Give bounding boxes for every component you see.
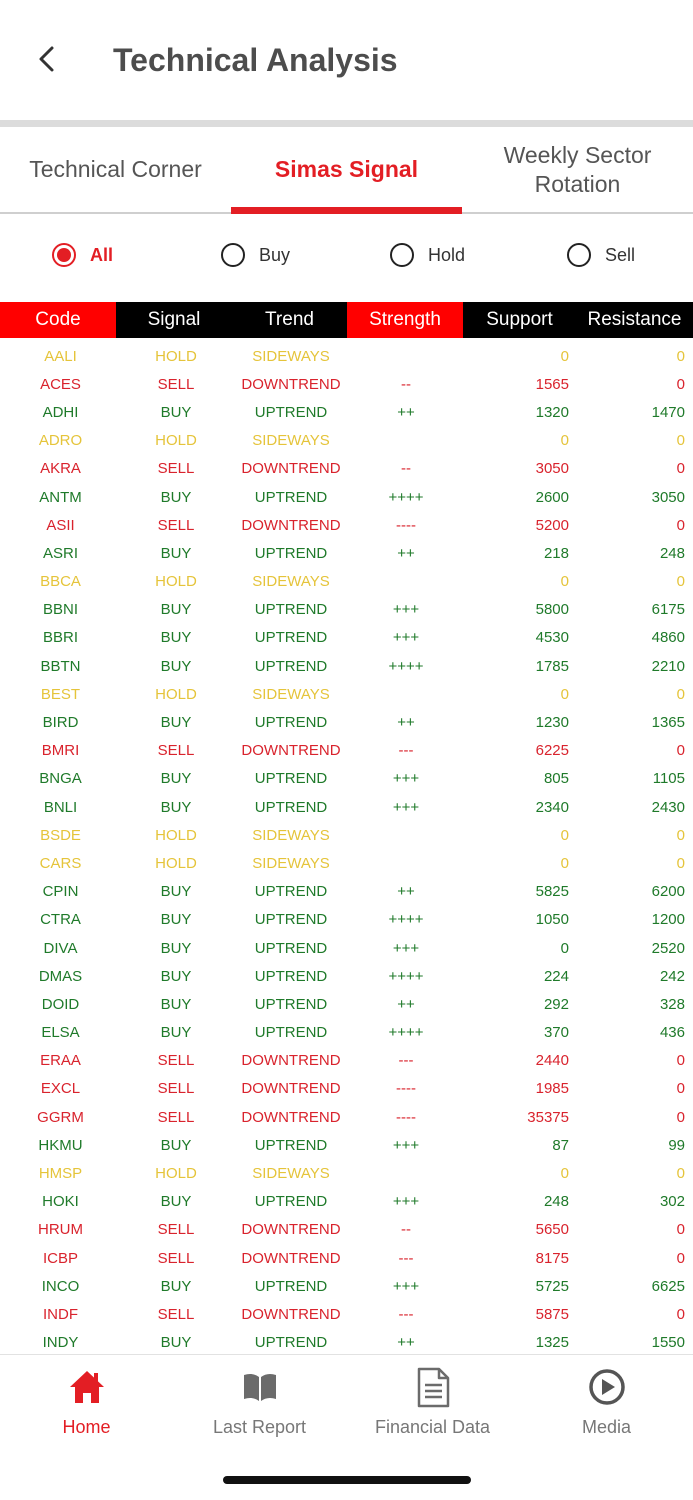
cell-strength: ----	[396, 1080, 416, 1098]
cell-resistance: 4860	[651, 629, 685, 647]
cell-trend: SIDEWAYS	[252, 685, 330, 703]
cell-trend: DOWNTREND	[241, 460, 341, 478]
cell-resistance: 2520	[651, 939, 685, 957]
cell-trend: UPTREND	[254, 911, 328, 929]
cell-code: CARS	[39, 854, 82, 872]
nav-last-report-label: Last Report	[212, 1417, 307, 1437]
cell-trend: UPTREND	[254, 629, 328, 647]
table-row[interactable]	[0, 737, 693, 765]
home-icon	[67, 1365, 107, 1409]
cell-strength: +++	[392, 601, 420, 619]
table-row[interactable]	[0, 821, 693, 849]
cell-support: 0	[560, 432, 569, 450]
cell-strength: ++	[397, 995, 415, 1013]
cell-signal: BUY	[160, 657, 192, 675]
cell-resistance: 2210	[651, 657, 685, 675]
cell-trend: DOWNTREND	[241, 1052, 341, 1070]
cell-resistance: 0	[676, 1108, 685, 1126]
cell-trend: SIDEWAYS	[252, 1165, 330, 1183]
cell-signal: BUY	[160, 629, 192, 647]
table-row[interactable]	[0, 596, 693, 624]
table-row[interactable]	[0, 568, 693, 596]
cell-code: BIRD	[42, 714, 79, 732]
cell-signal: SELL	[157, 516, 195, 534]
cell-trend: DOWNTREND	[241, 516, 341, 534]
cell-support: 805	[543, 770, 569, 788]
cell-signal: BUY	[160, 770, 192, 788]
cell-signal: SELL	[157, 742, 195, 760]
cell-strength: ++++	[388, 488, 424, 506]
cell-support: 2340	[535, 798, 569, 816]
cell-support: 1985	[535, 1080, 569, 1098]
cell-signal: SELL	[157, 1080, 195, 1098]
cell-trend: UPTREND	[254, 1277, 328, 1295]
column-header-resistance[interactable]: Resistance	[576, 302, 693, 338]
table-row[interactable]	[0, 1131, 693, 1159]
cell-code: AALI	[44, 347, 77, 365]
cell-resistance: 0	[676, 742, 685, 760]
cell-trend: UPTREND	[254, 403, 328, 421]
cell-strength	[351, 680, 461, 708]
cell-strength: +++	[392, 1136, 420, 1154]
table-row[interactable]	[0, 624, 693, 652]
cell-resistance: 1105	[652, 770, 685, 788]
signal-filter-group	[0, 232, 693, 278]
radio-icon	[221, 243, 245, 267]
cell-strength: +++	[392, 629, 420, 647]
cell-resistance: 0	[676, 1305, 685, 1323]
cell-signal: SELL	[157, 375, 195, 393]
cell-support: 0	[560, 1165, 569, 1183]
cell-strength: ----	[396, 1108, 416, 1126]
cell-trend: SIDEWAYS	[252, 573, 330, 591]
cell-support: 370	[543, 1024, 569, 1042]
cell-resistance: 302	[659, 1193, 685, 1211]
tab-technical-corner[interactable]: Technical Corner	[29, 156, 202, 182]
cell-signal: SELL	[157, 460, 195, 478]
cell-strength	[351, 342, 461, 370]
book-icon	[240, 1365, 280, 1409]
cell-support: 224	[543, 967, 569, 985]
cell-resistance: 0	[676, 854, 685, 872]
table-row[interactable]	[0, 765, 693, 793]
cell-code: BBCA	[40, 573, 81, 591]
cell-signal: BUY	[160, 1136, 192, 1154]
cell-support: 0	[560, 685, 569, 703]
cell-support: 35375	[527, 1108, 569, 1126]
cell-signal: BUY	[160, 1024, 192, 1042]
cell-trend: UPTREND	[254, 967, 328, 985]
play-icon	[587, 1365, 627, 1409]
radio-selected-icon	[52, 243, 76, 267]
cell-code: HRUM	[38, 1221, 83, 1239]
table-row[interactable]	[0, 483, 693, 511]
cell-trend: SIDEWAYS	[252, 347, 330, 365]
cell-support: 4530	[535, 629, 569, 647]
cell-support: 5800	[535, 601, 569, 619]
chevron-left-icon	[30, 40, 66, 80]
cell-strength: +++	[392, 1277, 420, 1295]
table-row[interactable]	[0, 342, 693, 370]
radio-icon	[567, 243, 591, 267]
cell-support: 0	[560, 573, 569, 591]
cell-strength: ++	[397, 714, 415, 732]
cell-signal: SELL	[157, 1305, 195, 1323]
cell-resistance: 0	[676, 573, 685, 591]
table-header	[0, 302, 693, 338]
cell-support: 1050	[535, 911, 569, 929]
cell-strength: --	[401, 375, 411, 393]
cell-resistance: 1200	[651, 911, 685, 929]
cell-support: 2600	[535, 488, 569, 506]
cell-trend: DOWNTREND	[241, 1249, 341, 1267]
table-row[interactable]	[0, 793, 693, 821]
cell-strength: ++	[397, 544, 415, 562]
cell-signal: BUY	[160, 1334, 192, 1352]
signal-table-body	[0, 342, 693, 1357]
filter-all[interactable]	[52, 232, 113, 278]
table-row[interactable]	[0, 398, 693, 426]
filter-hold-label: Hold	[428, 244, 466, 265]
cell-code: ELSA	[41, 1024, 80, 1042]
cell-signal: BUY	[160, 798, 192, 816]
cell-resistance: 0	[676, 1221, 685, 1239]
cell-resistance: 0	[676, 1165, 685, 1183]
cell-trend: UPTREND	[254, 488, 328, 506]
tab-weekly-sector-rotation-label: Weekly Sector Rotation	[503, 141, 652, 197]
cell-resistance: 6625	[651, 1277, 685, 1295]
cell-support: 6225	[535, 742, 569, 760]
back-button[interactable]	[30, 40, 66, 80]
cell-signal: HOLD	[155, 854, 197, 872]
cell-code: ASII	[46, 516, 75, 534]
table-row[interactable]	[0, 1159, 693, 1187]
table-row[interactable]	[0, 427, 693, 455]
cell-code: BSDE	[40, 826, 81, 844]
cell-resistance: 1365	[651, 714, 685, 732]
cell-code: BBNI	[42, 601, 78, 619]
cell-code: DIVA	[43, 939, 78, 957]
cell-strength	[351, 427, 461, 455]
table-row[interactable]	[0, 1216, 693, 1244]
cell-strength	[351, 568, 461, 596]
cell-resistance: 242	[659, 967, 685, 985]
tab-simas-signal[interactable]: Simas Signal	[274, 156, 419, 182]
cell-support: 248	[543, 1193, 569, 1211]
table-row[interactable]	[0, 370, 693, 398]
cell-strength: ---	[398, 742, 414, 760]
cell-trend: UPTREND	[254, 544, 328, 562]
filter-buy-label: Buy	[259, 244, 291, 265]
cell-support: 0	[560, 854, 569, 872]
cell-resistance: 0	[676, 460, 685, 478]
cell-strength: ---	[398, 1052, 414, 1070]
column-header-strength[interactable]: Strength	[347, 302, 463, 338]
cell-trend: UPTREND	[254, 939, 328, 957]
cell-support: 1565	[535, 375, 569, 393]
cell-signal: BUY	[160, 544, 192, 562]
cell-strength: +++	[392, 939, 420, 957]
cell-code: ICBP	[42, 1249, 78, 1267]
cell-signal: BUY	[160, 911, 192, 929]
cell-code: HMSP	[38, 1165, 83, 1183]
cell-resistance: 0	[676, 516, 685, 534]
active-tab-indicator	[231, 207, 462, 214]
cell-resistance: 99	[668, 1136, 685, 1154]
cell-resistance: 0	[676, 1249, 685, 1267]
cell-trend: UPTREND	[254, 1334, 328, 1352]
cell-trend: UPTREND	[254, 770, 328, 788]
nav-home[interactable]	[0, 1355, 173, 1455]
header-divider	[0, 120, 693, 127]
column-header-trend[interactable]: Trend	[232, 302, 347, 338]
table-row[interactable]	[0, 1047, 693, 1075]
table-row[interactable]	[0, 1188, 693, 1216]
tab-bar	[0, 127, 693, 214]
nav-media[interactable]	[520, 1355, 693, 1455]
cell-trend: UPTREND	[254, 1024, 328, 1042]
cell-code: CPIN	[42, 883, 79, 901]
cell-strength: ++	[397, 1334, 415, 1352]
cell-support: 292	[543, 995, 569, 1013]
cell-trend: DOWNTREND	[241, 742, 341, 760]
cell-resistance: 0	[676, 432, 685, 450]
cell-support: 1325	[535, 1334, 569, 1352]
cell-support: 3050	[535, 460, 569, 478]
nav-home-label: Home	[62, 1417, 111, 1437]
cell-signal: HOLD	[155, 573, 197, 591]
cell-trend: DOWNTREND	[241, 1108, 341, 1126]
cell-support: 5825	[535, 883, 569, 901]
table-row[interactable]	[0, 990, 693, 1018]
column-header-code[interactable]: Code	[0, 302, 116, 338]
cell-support: 5725	[535, 1277, 569, 1295]
cell-code: ERAA	[40, 1052, 81, 1070]
cell-support: 0	[560, 347, 569, 365]
cell-support: 2440	[535, 1052, 569, 1070]
table-row[interactable]	[0, 1272, 693, 1300]
cell-trend: DOWNTREND	[241, 1080, 341, 1098]
cell-code: INDY	[42, 1334, 79, 1352]
cell-support: 1785	[535, 657, 569, 675]
cell-code: ACES	[40, 375, 81, 393]
cell-trend: UPTREND	[254, 1193, 328, 1211]
filter-sell[interactable]	[567, 232, 635, 278]
table-row[interactable]	[0, 1329, 693, 1357]
cell-signal: HOLD	[155, 347, 197, 365]
cell-signal: BUY	[160, 967, 192, 985]
cell-resistance: 0	[676, 375, 685, 393]
table-row[interactable]	[0, 1103, 693, 1131]
cell-code: GGRM	[37, 1108, 84, 1126]
table-row[interactable]	[0, 539, 693, 567]
cell-resistance: 1470	[651, 403, 685, 421]
column-header-signal[interactable]: Signal	[116, 302, 232, 338]
cell-code: ADHI	[42, 403, 79, 421]
cell-code: BBTN	[40, 657, 81, 675]
cell-trend: UPTREND	[254, 798, 328, 816]
cell-signal: BUY	[160, 1277, 192, 1295]
filter-hold[interactable]	[390, 232, 465, 278]
cell-code: BNGA	[39, 770, 82, 788]
cell-code: DMAS	[38, 967, 83, 985]
cell-signal: SELL	[157, 1052, 195, 1070]
cell-support: 0	[560, 826, 569, 844]
cell-resistance: 1550	[651, 1334, 685, 1352]
cell-code: AKRA	[40, 460, 81, 478]
cell-code: EXCL	[40, 1080, 81, 1098]
app-header	[0, 0, 693, 120]
table-row[interactable]	[0, 849, 693, 877]
table-row[interactable]	[0, 906, 693, 934]
cell-support: 5875	[535, 1305, 569, 1323]
cell-resistance: 328	[659, 995, 685, 1013]
cell-strength: ++	[397, 403, 415, 421]
cell-support: 1320	[535, 403, 569, 421]
cell-resistance: 0	[676, 826, 685, 844]
cell-resistance: 0	[676, 1080, 685, 1098]
cell-code: CTRA	[40, 911, 81, 929]
cell-strength: ----	[396, 516, 416, 534]
cell-trend: DOWNTREND	[241, 375, 341, 393]
cell-resistance: 3050	[651, 488, 685, 506]
cell-code: INCO	[41, 1277, 80, 1295]
cell-strength: ++++	[388, 657, 424, 675]
table-row[interactable]	[0, 708, 693, 736]
cell-strength	[351, 1159, 461, 1187]
cell-trend: SIDEWAYS	[252, 854, 330, 872]
filter-all-label: All	[90, 244, 114, 265]
cell-resistance: 436	[659, 1024, 685, 1042]
cell-support: 1230	[535, 714, 569, 732]
cell-code: BEST	[40, 685, 81, 703]
cell-strength: ---	[398, 1305, 414, 1323]
home-indicator	[223, 1476, 471, 1484]
cell-strength: ++	[397, 883, 415, 901]
cell-strength: ++++	[388, 967, 424, 985]
table-row[interactable]	[0, 878, 693, 906]
cell-signal: BUY	[160, 1193, 192, 1211]
table-row[interactable]	[0, 511, 693, 539]
nav-financial-data-label: Financial Data	[374, 1417, 491, 1437]
cell-strength: --	[401, 1221, 411, 1239]
cell-strength: +++	[392, 798, 420, 816]
cell-trend: UPTREND	[254, 601, 328, 619]
filter-sell-label: Sell	[605, 244, 636, 265]
cell-resistance: 0	[676, 1052, 685, 1070]
cell-signal: SELL	[157, 1249, 195, 1267]
cell-resistance: 6175	[651, 601, 685, 619]
cell-support: 0	[560, 939, 569, 957]
table-row[interactable]	[0, 455, 693, 483]
cell-resistance: 0	[676, 685, 685, 703]
cell-trend: UPTREND	[254, 714, 328, 732]
cell-strength: --	[401, 460, 411, 478]
cell-support: 8175	[535, 1249, 569, 1267]
cell-signal: BUY	[160, 995, 192, 1013]
radio-icon	[390, 243, 414, 267]
cell-trend: UPTREND	[254, 883, 328, 901]
filter-buy[interactable]	[221, 232, 290, 278]
nav-last-report[interactable]	[173, 1355, 346, 1455]
cell-trend: UPTREND	[254, 995, 328, 1013]
table-row[interactable]	[0, 1019, 693, 1047]
cell-code: BBRI	[42, 629, 78, 647]
cell-signal: BUY	[160, 488, 192, 506]
nav-financial-data[interactable]	[346, 1355, 519, 1455]
tab-weekly-sector-rotation[interactable]	[462, 127, 693, 212]
cell-trend: SIDEWAYS	[252, 826, 330, 844]
cell-strength: ++++	[388, 911, 424, 929]
cell-strength	[351, 821, 461, 849]
cell-strength: ++++	[388, 1024, 424, 1042]
table-row[interactable]	[0, 680, 693, 708]
table-row[interactable]	[0, 1075, 693, 1103]
cell-signal: HOLD	[155, 826, 197, 844]
cell-code: ADRO	[38, 432, 83, 450]
cell-signal: SELL	[157, 1108, 195, 1126]
cell-code: HKMU	[38, 1136, 83, 1154]
nav-media-label: Media	[581, 1417, 632, 1437]
cell-strength: ---	[398, 1249, 414, 1267]
cell-signal: HOLD	[155, 685, 197, 703]
cell-signal: BUY	[160, 939, 192, 957]
cell-signal: BUY	[160, 714, 192, 732]
cell-signal: BUY	[160, 883, 192, 901]
cell-support: 5200	[535, 516, 569, 534]
cell-trend: UPTREND	[254, 657, 328, 675]
column-header-support[interactable]: Support	[463, 302, 576, 338]
cell-resistance: 0	[676, 347, 685, 365]
cell-trend: SIDEWAYS	[252, 432, 330, 450]
cell-code: HOKI	[42, 1193, 79, 1211]
cell-support: 87	[552, 1136, 569, 1154]
table-row[interactable]	[0, 652, 693, 680]
cell-code: ANTM	[39, 488, 82, 506]
table-row[interactable]	[0, 1300, 693, 1328]
cell-trend: DOWNTREND	[241, 1305, 341, 1323]
cell-signal: HOLD	[155, 1165, 197, 1183]
cell-trend: UPTREND	[254, 1136, 328, 1154]
cell-code: BNLI	[43, 798, 78, 816]
cell-resistance: 6200	[651, 883, 685, 901]
cell-trend: DOWNTREND	[241, 1221, 341, 1239]
cell-code: ASRI	[42, 544, 78, 562]
cell-code: DOID	[41, 995, 80, 1013]
cell-strength	[351, 849, 461, 877]
cell-strength: +++	[392, 770, 420, 788]
table-row[interactable]	[0, 1244, 693, 1272]
cell-signal: HOLD	[155, 432, 197, 450]
cell-resistance: 248	[659, 544, 685, 562]
cell-support: 5650	[535, 1221, 569, 1239]
table-row[interactable]	[0, 934, 693, 962]
cell-signal: SELL	[157, 1221, 195, 1239]
cell-code: INDF	[43, 1305, 78, 1323]
cell-resistance: 2430	[651, 798, 685, 816]
cell-strength: +++	[392, 1193, 420, 1211]
cell-support: 218	[543, 544, 569, 562]
cell-signal: BUY	[160, 403, 192, 421]
page-title: Technical Analysis	[113, 42, 398, 78]
table-row[interactable]	[0, 962, 693, 990]
document-icon	[413, 1365, 453, 1409]
cell-code: BMRI	[41, 742, 80, 760]
cell-signal: BUY	[160, 601, 192, 619]
